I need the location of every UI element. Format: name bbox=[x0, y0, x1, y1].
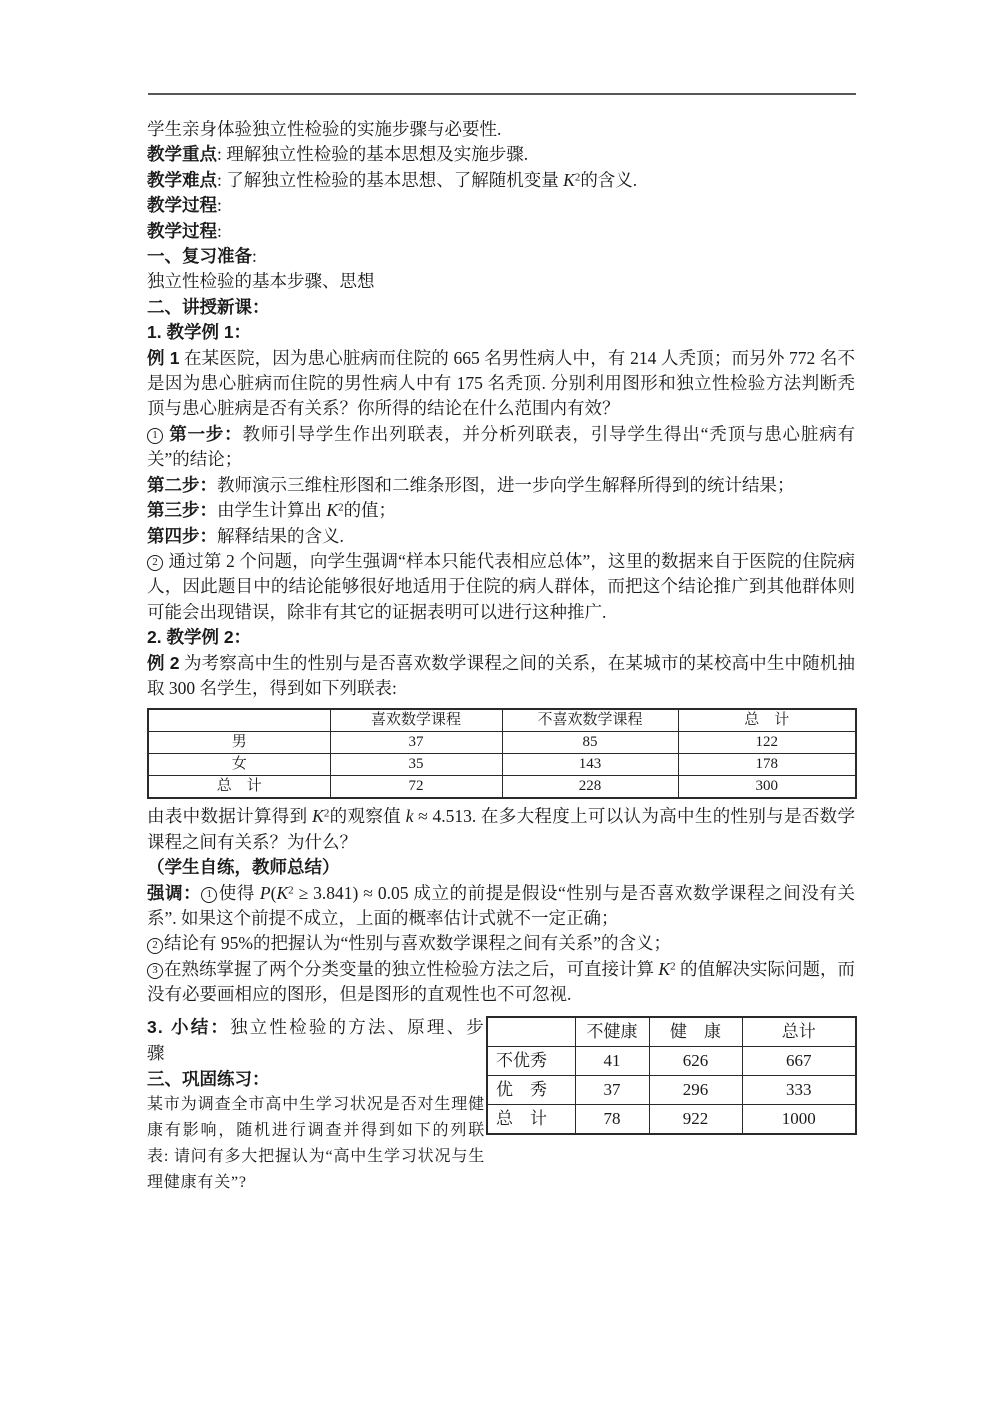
table1-header-cell: 不喜欢数学课程 bbox=[502, 709, 678, 732]
table-row bbox=[487, 1104, 856, 1134]
table1-cell: 122 bbox=[678, 732, 856, 754]
text-run: 一、复习准备 bbox=[147, 246, 252, 267]
text-run: 第四步： bbox=[147, 525, 217, 546]
text-run: K bbox=[326, 500, 339, 521]
table2-header-cell: 不健康 bbox=[575, 1017, 649, 1047]
circled-number: 1 bbox=[147, 428, 163, 444]
section-new-lesson bbox=[147, 295, 855, 320]
text-run: 第一步： bbox=[169, 423, 243, 444]
table1-cell: 37 bbox=[330, 732, 502, 754]
emphasis-point2 bbox=[147, 931, 855, 956]
text-run: ≥ 3.841) ≈ 0.05 成立的前提是假设“性别与是否喜欢数学课程之间没有关系”. 如果这个前提不成立，上面的概率估计式就不一定正确； bbox=[147, 882, 856, 928]
text-run: 学生亲身体验独立性检验的实施步骤与必要性. bbox=[147, 119, 502, 139]
text-run: 教师演示三维柱形图和二维条形图，进一步向学生解释所得到的统计结果； bbox=[217, 474, 795, 495]
step3 bbox=[147, 498, 855, 523]
table1-cell: 35 bbox=[330, 754, 502, 776]
text-run: （学生自练，教师总结） bbox=[147, 857, 340, 878]
text-run: 的含义. bbox=[580, 169, 638, 190]
exercise-body bbox=[147, 1092, 485, 1196]
exercise-table-column bbox=[486, 1014, 855, 1196]
example1-heading bbox=[147, 320, 855, 345]
text-run: 教学过程 bbox=[147, 220, 217, 241]
text-run: 第三步： bbox=[147, 500, 217, 521]
table2-header-cell: 健 康 bbox=[649, 1017, 742, 1047]
text-run: 通过第 2 个问题，向学生强调“样本只能代表相应总体”，这里的数据来自于医院的住院病人，因此题目中的结论能够很好地适用于住院的病人群体，而把这个结论推广到其他群体则可能会出现错误，除非有其它的证据表明可以进行这种推广. bbox=[147, 550, 855, 622]
table1-cell: 85 bbox=[502, 732, 678, 754]
table1-header-cell: 总 计 bbox=[678, 709, 856, 732]
exercise-text-column bbox=[147, 1014, 485, 1196]
table-row bbox=[487, 1046, 856, 1075]
text-run: 2 bbox=[670, 960, 676, 973]
table2-cell: 296 bbox=[649, 1075, 742, 1104]
text-run: 的值解决实际问题，而没有必要画相应的图形，但是图形的直观性也不可忽视. bbox=[147, 958, 855, 1005]
text-run: P bbox=[259, 882, 271, 903]
text-run: 教学难点 bbox=[147, 169, 217, 190]
text-run: : bbox=[217, 195, 222, 216]
section-review-prep bbox=[147, 244, 855, 269]
text-run: 由学生计算出 bbox=[217, 500, 327, 521]
circled-number: 2 bbox=[147, 938, 163, 954]
bottom-section bbox=[147, 1014, 855, 1196]
table-row bbox=[148, 732, 856, 754]
text-run: : 理解独立性检验的基本思想及实施步骤. bbox=[217, 144, 529, 165]
step2 bbox=[147, 473, 855, 498]
emphasis-point3 bbox=[147, 957, 855, 1008]
gender-math-contingency-table bbox=[147, 708, 857, 799]
text-run: K bbox=[276, 882, 289, 903]
note-sample-population bbox=[147, 549, 855, 625]
table2-row-label: 优 秀 bbox=[487, 1075, 575, 1104]
text-run: 二、讲授新课： bbox=[147, 296, 270, 317]
table2-row-label: 不优秀 bbox=[487, 1046, 575, 1075]
table1-cell: 228 bbox=[502, 776, 678, 799]
emphasis-point1 bbox=[147, 881, 855, 932]
circled-number: 3 bbox=[147, 963, 163, 979]
text-run: K bbox=[563, 169, 575, 190]
review-content bbox=[147, 269, 855, 294]
table2-cell: 41 bbox=[575, 1046, 649, 1075]
teaching-difficulty bbox=[147, 168, 855, 193]
text-run: : bbox=[252, 246, 257, 267]
table1-cell: 178 bbox=[678, 754, 856, 776]
text-run: 教学重点 bbox=[147, 144, 217, 165]
section-exercise bbox=[147, 1066, 485, 1092]
table1-row-label: 总 计 bbox=[148, 776, 330, 799]
text-run: 为考察高中生的性别与是否喜欢数学课程之间的关系，在某城市的某校高中生中随机抽取 300 名学生，得到如下列联表: bbox=[147, 652, 855, 698]
table2-cell: 667 bbox=[742, 1046, 856, 1075]
table2-corner-cell bbox=[487, 1017, 575, 1047]
text-run: 的值； bbox=[343, 500, 397, 521]
step4 bbox=[147, 524, 855, 549]
text-run: 在熟练掌握了两个分类变量的独立性检验方法之后，可直接计算 bbox=[164, 958, 659, 979]
text-run: 2 bbox=[323, 807, 330, 820]
text-run: 第二步： bbox=[147, 474, 217, 495]
text-run: K bbox=[312, 806, 324, 827]
table-row bbox=[148, 754, 856, 776]
step1 bbox=[147, 422, 855, 473]
table-row bbox=[487, 1017, 856, 1047]
table1-row-label: 女 bbox=[148, 754, 330, 776]
text-run: ≈ 4.513. 在多大程度上可以认为高中生的性别与是否数学课程之间有关系？为什么？ bbox=[147, 806, 855, 852]
table1-cell: 143 bbox=[502, 754, 678, 776]
text-run: 独立性检验的基本步骤、思想 bbox=[147, 271, 375, 292]
circled-number: 2 bbox=[147, 555, 163, 571]
table-row bbox=[148, 709, 856, 732]
table2-cell: 626 bbox=[649, 1046, 742, 1075]
table1-corner-cell bbox=[148, 709, 330, 732]
table2-cell: 78 bbox=[575, 1104, 649, 1134]
text-run: 教师引导学生作出列联表，并分析列联表，引导学生得出“秃顶与患心脏病有关”的结论； bbox=[147, 423, 856, 470]
table-row bbox=[487, 1075, 856, 1104]
table1-header-cell: 喜欢数学课程 bbox=[330, 709, 502, 732]
text-run: : 了解独立性检验的基本思想、了解随机变量 bbox=[217, 169, 564, 190]
document-body bbox=[147, 117, 855, 1196]
text-run: 解释结果的含义. bbox=[217, 525, 344, 546]
text-run: 独立性检验的方法、原理、步骤 bbox=[147, 1016, 485, 1063]
main-text-block bbox=[147, 117, 855, 701]
text-run: 2 bbox=[574, 171, 581, 184]
text-run: ( bbox=[270, 882, 277, 903]
table1-cell: 72 bbox=[330, 776, 502, 799]
text-run: 1. 教学例 1： bbox=[147, 322, 252, 343]
table2-cell: 37 bbox=[575, 1075, 649, 1104]
text-run: 例 2 bbox=[147, 652, 180, 673]
table2-cell: 333 bbox=[742, 1075, 856, 1104]
line-intro bbox=[147, 117, 855, 142]
text-run: 的观察值 bbox=[329, 806, 406, 827]
example2-heading bbox=[147, 625, 855, 650]
text-run: 强调： bbox=[147, 882, 202, 903]
table2-cell: 922 bbox=[649, 1104, 742, 1134]
student-practice-note bbox=[147, 855, 855, 880]
table1-analysis bbox=[147, 804, 855, 855]
text-run: 三、巩固练习： bbox=[147, 1068, 270, 1089]
text-run: 例 1 bbox=[147, 347, 180, 368]
header-rule bbox=[148, 93, 856, 95]
text-run: K bbox=[658, 958, 671, 979]
example1-body bbox=[147, 346, 855, 422]
summary bbox=[147, 1014, 485, 1066]
analysis-text-block bbox=[147, 804, 855, 1007]
text-run: 2. 教学例 2： bbox=[147, 627, 252, 648]
table-row bbox=[148, 776, 856, 799]
health-study-contingency-table bbox=[486, 1016, 857, 1135]
circled-number: 1 bbox=[201, 887, 217, 903]
text-run: 结论有 95%的把握认为“性别与喜欢数学课程之间有关系”的含义； bbox=[164, 933, 671, 954]
table2-cell: 1000 bbox=[742, 1104, 856, 1134]
table1-row-label: 男 bbox=[148, 732, 330, 754]
teaching-process-1 bbox=[147, 193, 855, 218]
text-run: 2 bbox=[338, 501, 344, 514]
example2-body bbox=[147, 651, 855, 702]
teaching-focus bbox=[147, 142, 855, 167]
teaching-process-2 bbox=[147, 219, 855, 244]
text-run: 使得 bbox=[218, 882, 260, 903]
text-run: : bbox=[217, 220, 222, 241]
text-run: k bbox=[405, 806, 414, 827]
table2-header-cell: 总计 bbox=[742, 1017, 856, 1047]
text-run: 某市为调查全市高中生学习状况是否对生理健康有影响，随机进行调查并得到如下的列联表: 请问有多大把握认为“高中生学习状况与生理健康有关”? bbox=[147, 1095, 485, 1191]
text-run: 2 bbox=[288, 884, 294, 897]
text-run: 3. 小结： bbox=[147, 1016, 231, 1037]
text-run: 教学过程 bbox=[147, 195, 217, 216]
table1-cell: 300 bbox=[678, 776, 856, 799]
text-run: 在某医院，因为患心脏病而住院的 665 名男性病人中，有 214 人秃顶；而另外 772 名不是因为患心脏病而住院的男性病人中有 175 名秃顶. 分别利用图形和独立性检验方法判断秃顶与患心脏病是否有关系？你所得的结论在什么范围内有效？ bbox=[147, 347, 855, 419]
text-run: 由表中数据计算得到 bbox=[147, 806, 313, 827]
table2-row-label: 总 计 bbox=[487, 1104, 575, 1134]
